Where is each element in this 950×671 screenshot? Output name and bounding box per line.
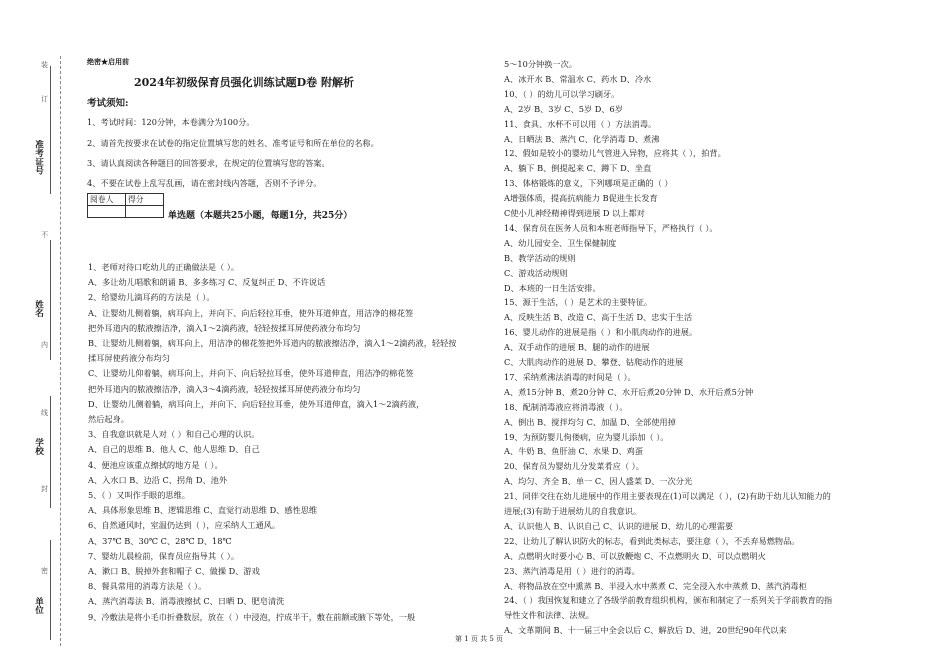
question-line: 15、源于生活，（ ）是艺术的主要特征。 — [504, 297, 653, 308]
seal-mark: 线 — [41, 409, 48, 417]
question-line: A增强体质，提高抗病能力 B促进生长发育 — [504, 193, 658, 204]
notice-line: 1、考试时间：120分钟，本卷满分为100分。 — [87, 117, 255, 127]
question-line: 11、食具、水杯不可以用（ ）方法消毒。 — [504, 118, 657, 129]
question-line: 7、婴幼儿晨检前，保育员应指导其（ ）。 — [88, 550, 240, 561]
question-line: A、具体形象思维 B、逻辑思维 C、直觉行动思维 D、感性思维 — [88, 505, 318, 516]
question-line: 10、（ ）的幼儿可以学习刷牙。 — [504, 88, 620, 99]
question-line: A、让婴幼儿侧着躺，病耳向上，并向下、向后轻拉耳垂，使外耳道伸直，用洁净的棉花签 — [88, 307, 414, 318]
score-table — [87, 193, 164, 218]
question-line: 21、同伴交往在幼儿进展中的作用主要表现在(1)可以满足（ ），(2)有助于幼儿认知能力的 — [504, 491, 831, 502]
question-line: 进展;(3)有助于进展幼儿的自我意识。 — [504, 506, 642, 516]
question-line: 14、保育员在医务人员和本班老师指导下，严格执行（ ）。 — [504, 222, 718, 233]
question-line: 1、老师对待口吃幼儿的正确做法是（ ）。 — [88, 262, 240, 272]
question-line: 23、蒸汽消毒是用（ ）进行的消毒。 — [504, 565, 640, 576]
page-title: 2024年初级保育员强化训练试题D卷 附解析 — [134, 76, 354, 89]
question-line: B、教学活动的规则 — [504, 252, 576, 263]
question-line: 6、自然通风时，室温仍达到（ ），应采纳人工通风。 — [88, 520, 281, 531]
score-table-grader-header: 阅卷人 — [88, 194, 126, 206]
secret-label: 绝密★启用前 — [87, 57, 129, 66]
score-table-score-cell[interactable] — [126, 206, 164, 218]
question-line: 24、（ ）我国恢复和建立了各级学前教育组织机构，颁布和制定了一系列关于学前教育的指 — [504, 595, 833, 606]
unit-write-line[interactable] — [50, 540, 51, 640]
question-line: A、倒出 B、搅拌均匀 C、加温 D、全部使用掉 — [504, 416, 676, 427]
notice-title: 考试须知: — [87, 98, 129, 109]
notice-line: 4、不要在试卷上乱写乱画，请在密封线内答题，否则不予评分。 — [87, 178, 322, 188]
question-line: 19、为预防婴儿佝偻病，应为婴儿添加（ ）。 — [504, 431, 669, 442]
question-line: A、37℃ B、30℃ C、28℃ D、18℃ — [88, 535, 232, 546]
question-line: A、将物品放在空中熏蒸 B、半浸入水中蒸煮 C、完全浸入水中蒸煮 D、蒸汽消毒柜 — [504, 580, 807, 591]
name-write-line[interactable] — [50, 240, 51, 360]
question-line: A、躺下 B、倒提起来 C、蹲下 D、坐直 — [504, 163, 652, 174]
question-line: D、让婴幼儿侧着躺，病耳向上，并向下、向后轻拉耳垂，使外耳道伸直，滴入1～2滴药液， — [88, 398, 425, 409]
seal-mark: 密 — [41, 567, 48, 575]
question-line: A、蒸汽消毒法 B、消毒液擦拭 C、日晒 D、肥皂清洗 — [88, 596, 285, 607]
question-line: 16、婴儿动作的进展是指（ ）和小肌肉动作的进展。 — [504, 327, 698, 338]
side-label-school: 学校 — [33, 438, 44, 456]
section-title: 单选题（本题共25小题，每题1分，共25分） — [168, 211, 353, 221]
question-line: A、反映生活 B、改造 C、高于生活 D、忠实于生活 — [504, 312, 693, 323]
question-line: 揉耳屏使药液分布均匀 — [88, 353, 170, 364]
side-label-name: 姓名 — [33, 300, 44, 318]
side-label-exam-number: 准考证号 — [33, 140, 44, 175]
question-line: A、认识他人 B、认识自己 C、认识的进展 D、幼儿的心理需要 — [504, 520, 734, 531]
question-line: A、漱口 B、脱掉外套和帽子 C、做操 D、游戏 — [88, 566, 260, 576]
question-line: 导性文件和法律、法规。 — [504, 610, 595, 621]
seal-mark: 装 — [41, 61, 48, 69]
school-write-line[interactable] — [50, 396, 51, 508]
question-line: 2、给婴幼儿滴耳药的方法是（ ）。 — [88, 292, 215, 303]
seal-mark: 封 — [41, 485, 48, 493]
question-line: D、本班的一日生活安排。 — [504, 282, 601, 293]
question-line: 12、假如是较小的婴幼儿气管进入异物，应将其（ ），拍背。 — [504, 148, 726, 159]
question-line: A、均匀、齐全 B、单一 C、因人盛菜 D、一次分光 — [504, 476, 693, 487]
question-line: 22、让幼儿了解认识防火的标志，看到此类标志，要注意（ ），不丢弃易燃物品。 — [504, 535, 800, 546]
question-line: A、多让幼儿唱歌和朗诵 B、多多练习 C、反复纠正 D、不许说话 — [88, 277, 326, 288]
question-line: 把外耳道内的脓液擦洁净，滴入3～4滴药液，轻轻按揉耳屏使药液分布均匀 — [88, 383, 361, 394]
side-label-unit: 单位 — [33, 597, 44, 615]
question-line: 13、体格锻炼的意义，下列哪项是正确的（ ） — [504, 178, 673, 189]
question-line: A、2岁 B、3岁 C、5岁 D、6岁 — [504, 103, 623, 114]
question-line: A、点燃明火时要小心 B、可以放鞭炮 C、不点燃明火 D、可以点燃明火 — [504, 550, 766, 561]
question-line: A、牛奶 B、鱼肝油 C、水果 D、鸡蛋 — [504, 446, 644, 457]
question-line: 5、（ ）又叫作手眼的思维。 — [88, 490, 190, 500]
question-line: A、幼儿园安全、卫生保健制度 — [504, 237, 617, 248]
score-table-grader-cell[interactable] — [88, 206, 126, 218]
question-line: 9、冷敷法是将小毛巾折叠数层，放在（ ）中浸泡，拧成半干，敷在前额或腋下等处，一般 — [88, 611, 416, 622]
question-line: 5～10分钟换一次。 — [504, 59, 577, 69]
question-line: B、让婴幼儿侧着躺，病耳向上，用洁净的棉花签把外耳道内的脓液擦洁净，滴入1～2滴药液，轻轻按 — [88, 338, 457, 348]
question-line: A、文革期间 B、十一届三中全会以后 C、解放后 D、进，20世纪90年代以来 — [504, 625, 787, 636]
question-line: C使小儿神经精神得到进展 D 以上都对 — [504, 208, 645, 218]
score-table-score-header: 得分 — [126, 194, 164, 206]
notice-line: 3、请认真阅读各种题目的回答要求，在规定的位置填写您的答案。 — [87, 158, 330, 168]
question-line: C、游戏活动规则 — [504, 267, 568, 278]
question-line: 17、采纳煮沸法消毒的时间是（ ）。 — [504, 371, 636, 382]
question-line: 20、保育员为婴幼儿分发菜肴应（ ）。 — [504, 461, 644, 472]
question-line: A、冰开水 B、常温水 C、药水 D、冷水 — [504, 73, 652, 84]
question-line: C、让婴幼儿仰着躺，病耳向上，并向下、向后轻拉耳垂，使外耳道伸直，用洁净的棉花签 — [88, 368, 414, 379]
question-line: 4、便池应该重点擦拭的地方是（ ）。 — [88, 459, 223, 470]
question-line: 然后起身。 — [88, 414, 129, 424]
question-line: A、双手动作的进展 B、腿的动作的进展 — [504, 342, 650, 353]
binding-dashed-line — [60, 56, 61, 646]
seal-mark: 不 — [41, 231, 48, 239]
question-line: 18、配制消毒液应将消毒液（ ）。 — [504, 401, 628, 412]
notice-line: 2、请首先按要求在试卷的指定位置填写您的姓名、准考证号和所在单位的名称。 — [87, 138, 379, 148]
question-line: A、自己的思维 B、他人 C、他人思维 D、自己 — [88, 444, 260, 455]
page-number: 第 1 页 共 5 页 — [455, 635, 504, 643]
question-line: C、大肌肉动作的进展 D、攀登、钻爬动作的进展 — [504, 357, 684, 367]
seal-mark: 订 — [41, 95, 48, 103]
question-line: A、入水口 B、边沿 C、拐角 D、池外 — [88, 474, 228, 485]
question-line: 8、餐具常用的消毒方法是（ ）。 — [88, 581, 207, 592]
question-line: 3、自我意识就是人对（ ）和自己心理的认识。 — [88, 429, 260, 440]
question-line: A、日晒法 B、蒸汽 C、化学消毒 D、煮沸 — [504, 133, 660, 144]
question-line: A、煮15分钟 B、煮20分钟 C、水开后煮20分钟 D、水开后煮5分钟 — [504, 386, 754, 397]
seal-mark: 内 — [41, 341, 48, 349]
question-line: 把外耳道内的脓液擦洁净，滴入1～2滴药液，轻轻按揉耳屏使药液分布均匀 — [88, 322, 361, 333]
exam-number-write-line[interactable] — [50, 66, 51, 194]
